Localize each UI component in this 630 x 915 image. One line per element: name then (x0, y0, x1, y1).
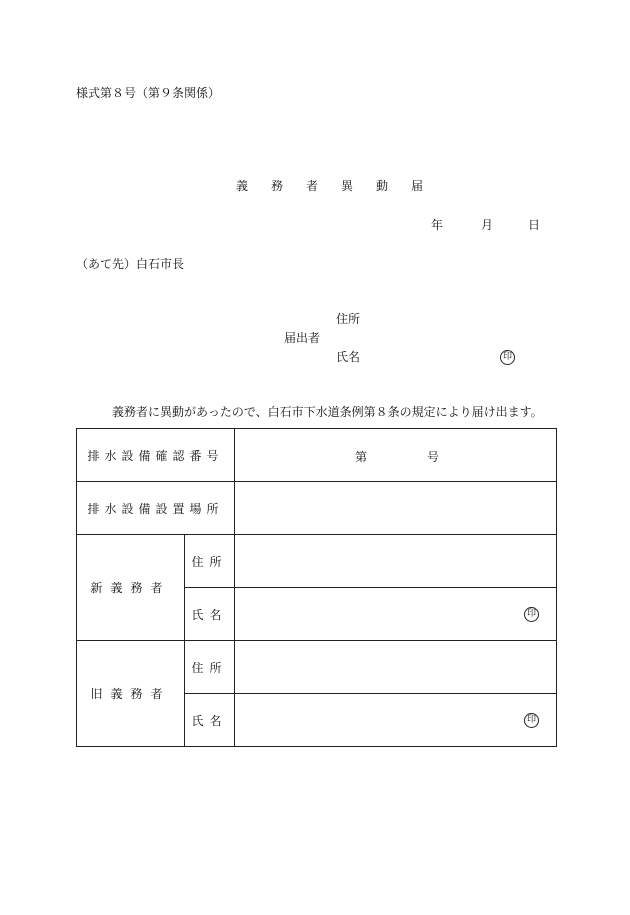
new-obligor-label: 新義務者 (77, 535, 185, 641)
seal-icon: 印 (524, 713, 539, 728)
date-day-label: 日 (528, 218, 541, 232)
table-row (77, 535, 557, 588)
table-row (77, 641, 557, 694)
applicant-seal-mark (500, 348, 515, 365)
confirmation-number-cell[interactable] (235, 429, 557, 482)
date-month-label: 月 (481, 218, 494, 232)
seal-icon: 印 (524, 607, 539, 622)
table-row (77, 482, 557, 535)
applicant-name-label: 氏名 (336, 350, 361, 364)
old-obligor-name-cell[interactable] (235, 694, 557, 747)
document-title: 義務者異動届 (236, 179, 447, 193)
seal-icon: 印 (500, 350, 515, 365)
addressee: （あて先）白石市長 (76, 257, 185, 271)
applicant-label: 届出者 (284, 331, 321, 345)
obligor-change-table (76, 428, 557, 747)
old-obligor-address-cell[interactable] (235, 641, 557, 694)
location-label: 排水設備設置場所 (77, 482, 235, 535)
applicant-address-label: 住所 (336, 312, 361, 326)
new-obligor-name-cell[interactable] (235, 588, 557, 641)
new-obligor-name-label: 氏名 (185, 588, 235, 641)
number-suffix: 号 (427, 450, 440, 464)
new-obligor-address-cell[interactable] (235, 535, 557, 588)
location-cell[interactable] (235, 482, 557, 535)
form-number: 様式第８号（第９条関係） (76, 86, 221, 100)
old-obligor-name-label: 氏名 (185, 694, 235, 747)
new-obligor-address-label: 住所 (185, 535, 235, 588)
confirmation-number-label: 排水設備確認番号 (77, 429, 235, 482)
statement-text: 義務者に異動があったので、白石市下水道条例第８条の規定により届け出ます。 (112, 405, 543, 419)
number-prefix: 第 (355, 450, 368, 464)
date-year-label: 年 (431, 218, 444, 232)
old-obligor-address-label: 住所 (185, 641, 235, 694)
table-row (77, 429, 557, 482)
old-obligor-label: 旧義務者 (77, 641, 185, 747)
